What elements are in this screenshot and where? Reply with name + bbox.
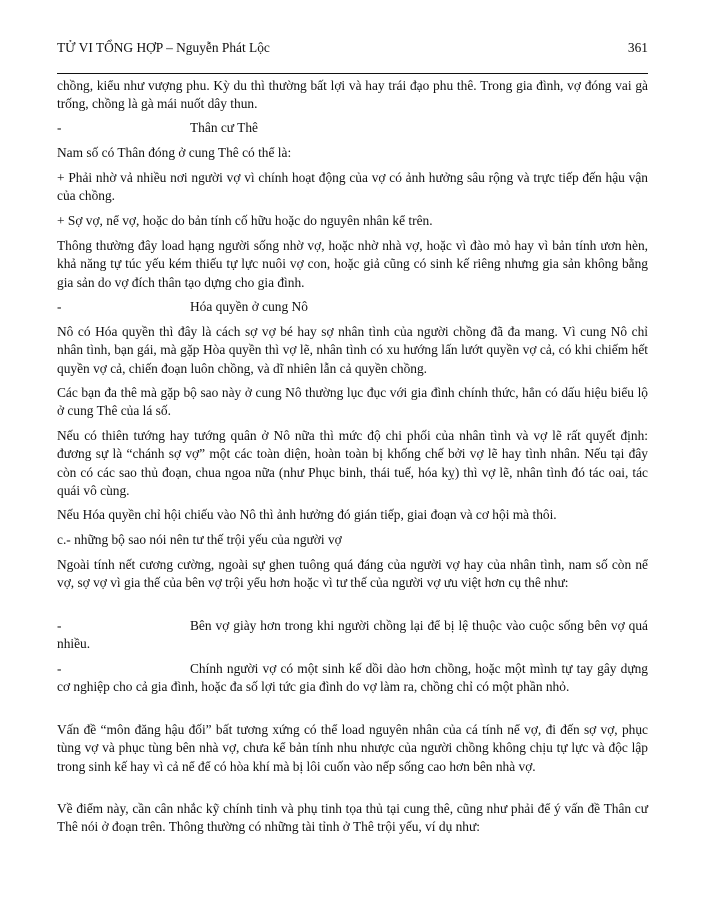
paragraph-5: Thông thường đây load hạng người sống nhờ vợ, hoặc nhờ nhà vợ, hoặc vì đào mỏ hay vì bản tính ươn hèn, khả năng tự túc yếu kém thiếu tự lực nuôi vợ con, hoặc giả cũng có sinh kế riêng nhưng gia sản không bằng gia sản do vợ đích thân tạo dựng cho gia đình. bbox=[57, 238, 648, 290]
heading-1-dash: - bbox=[57, 120, 62, 135]
paragraph-8: Nếu có thiên tướng hay tướng quân ở Nô nữa thì mức độ chi phối của nhân tình và vợ lẽ rất quyết định: đương sự là “chánh sợ vợ” một các toàn diện, hoàn toàn bị khống chế bởi vợ lẽ hay tình nhân. Nếu tại đây còn có các sao thủ đoạn, chua ngoa nữa (như Phục binh, thái tuế, hóa kỵ) thì vợ lẽ, nhân tình đó tác oai, tác quái vô cùng. bbox=[57, 428, 648, 498]
paragraph-3: + Phải nhờ vả nhiều nơi người vợ vì chính hoạt động của vợ có ảnh hưởng sâu rộng và trực tiếp đến hậu vận của chồng. bbox=[57, 170, 648, 204]
paragraph-12: Vấn đề “môn đăng hậu đối” bất tương xứng có thể load nguyên nhân của cá tính nể vợ, đi đến sợ vợ, phục tùng vợ và phục tùng bên nhà vợ, chưa kể bản tính nhu nhược của người chồng không chịu tự lực và độc lập trong sinh kế hay vì cả nể để có hòa khí mà bị lôi cuốn vào nếp sống cao hơn bên nhà vợ. bbox=[57, 722, 648, 774]
item-1-dash: - bbox=[57, 618, 62, 633]
item-2-dash: - bbox=[57, 661, 62, 676]
paragraph-7: Các bạn đa thê mà gặp bộ sao này ở cung Nô thường lục đục với gia đình chính thức, hẳn có dấu hiệu biểu lộ ở cung Thê của lá số. bbox=[57, 385, 648, 419]
header-title: TỬ VI TỔNG HỢP – Nguyễn Phát Lộc bbox=[57, 40, 270, 55]
item-1-text: Bên vợ giày hơn trong khi người chồng lại để bị lệ thuộc vào cuộc sống bên vợ quá nhiều. bbox=[57, 618, 648, 652]
item-2-text: Chính người vợ có một sinh kế dồi dào hơn chồng, hoặc một mình tự tay gây dựng cơ nghiệp cho cả gia đình, hoặc đa số lợi tức gia đình do vợ làm ra, chồng chỉ có một phần nhỏ. bbox=[57, 661, 648, 695]
paragraph-1: chồng, kiểu như vượng phu. Kỳ du thì thường bất lợi và hay trái đạo phu thê. Trong gia đình, vợ đóng vai gà trống, chồng là gà mái nuốt dây thun. bbox=[57, 78, 648, 112]
paragraph-4: + Sợ vợ, nể vợ, hoặc do bản tính cố hữu hoặc do nguyên nhân kể trên. bbox=[57, 213, 433, 228]
paragraph-9: Nếu Hóa quyền chỉ hội chiếu vào Nô thì ảnh hưởng đó gián tiếp, giai đoạn và cơ hội mà thôi. bbox=[57, 507, 557, 522]
paragraph-6: Nô có Hóa quyền thì đây là cách sợ vợ bé hay sợ nhân tình của người chồng đã đa mang. Vì cung Nô chỉ nhân tình, bạn gái, mà gặp Hòa quyền thì vợ lẽ, nhân tình có xu hướng lấn lướt quyền vợ cả, có khi chiếm hết quyền vợ cả, chiến đoạn luôn chồng, và dĩ nhiên lẫn cả quyền chồng. bbox=[57, 324, 648, 376]
heading-than-cu-the: Thân cư Thê bbox=[190, 120, 258, 135]
paragraph-11: Ngoài tính nết cương cường, ngoài sự ghen tuông quá đáng của người vợ hay của nhân tình, nam số còn nể vợ, sợ vợ vì gia thế của bên vợ trội yểu hơn hoặc vì tư thế của người vợ ưu việt hơn cụ thê như: bbox=[57, 557, 648, 591]
running-header bbox=[57, 40, 648, 58]
page-number: 361 bbox=[627, 40, 648, 55]
paragraph-2: Nam số có Thân đóng ở cung Thê có thể là: bbox=[57, 145, 292, 160]
header-rule bbox=[57, 73, 648, 74]
heading-hoa-quyen-cung-no: Hóa quyền ở cung Nô bbox=[190, 299, 308, 314]
heading-2-dash: - bbox=[57, 299, 62, 314]
paragraph-10: c.- những bộ sao nói nên tư thế trội yếu của người vợ bbox=[57, 532, 342, 547]
paragraph-13: Về điểm này, cần cân nhắc kỹ chính tinh và phụ tinh tọa thủ tại cung thê, cũng như phải để ý vấn đề Thân cư Thê nói ở đoạn trên. Thông thường có những tài tỉnh ở Thê trội yếu, ví dụ như: bbox=[57, 801, 648, 835]
